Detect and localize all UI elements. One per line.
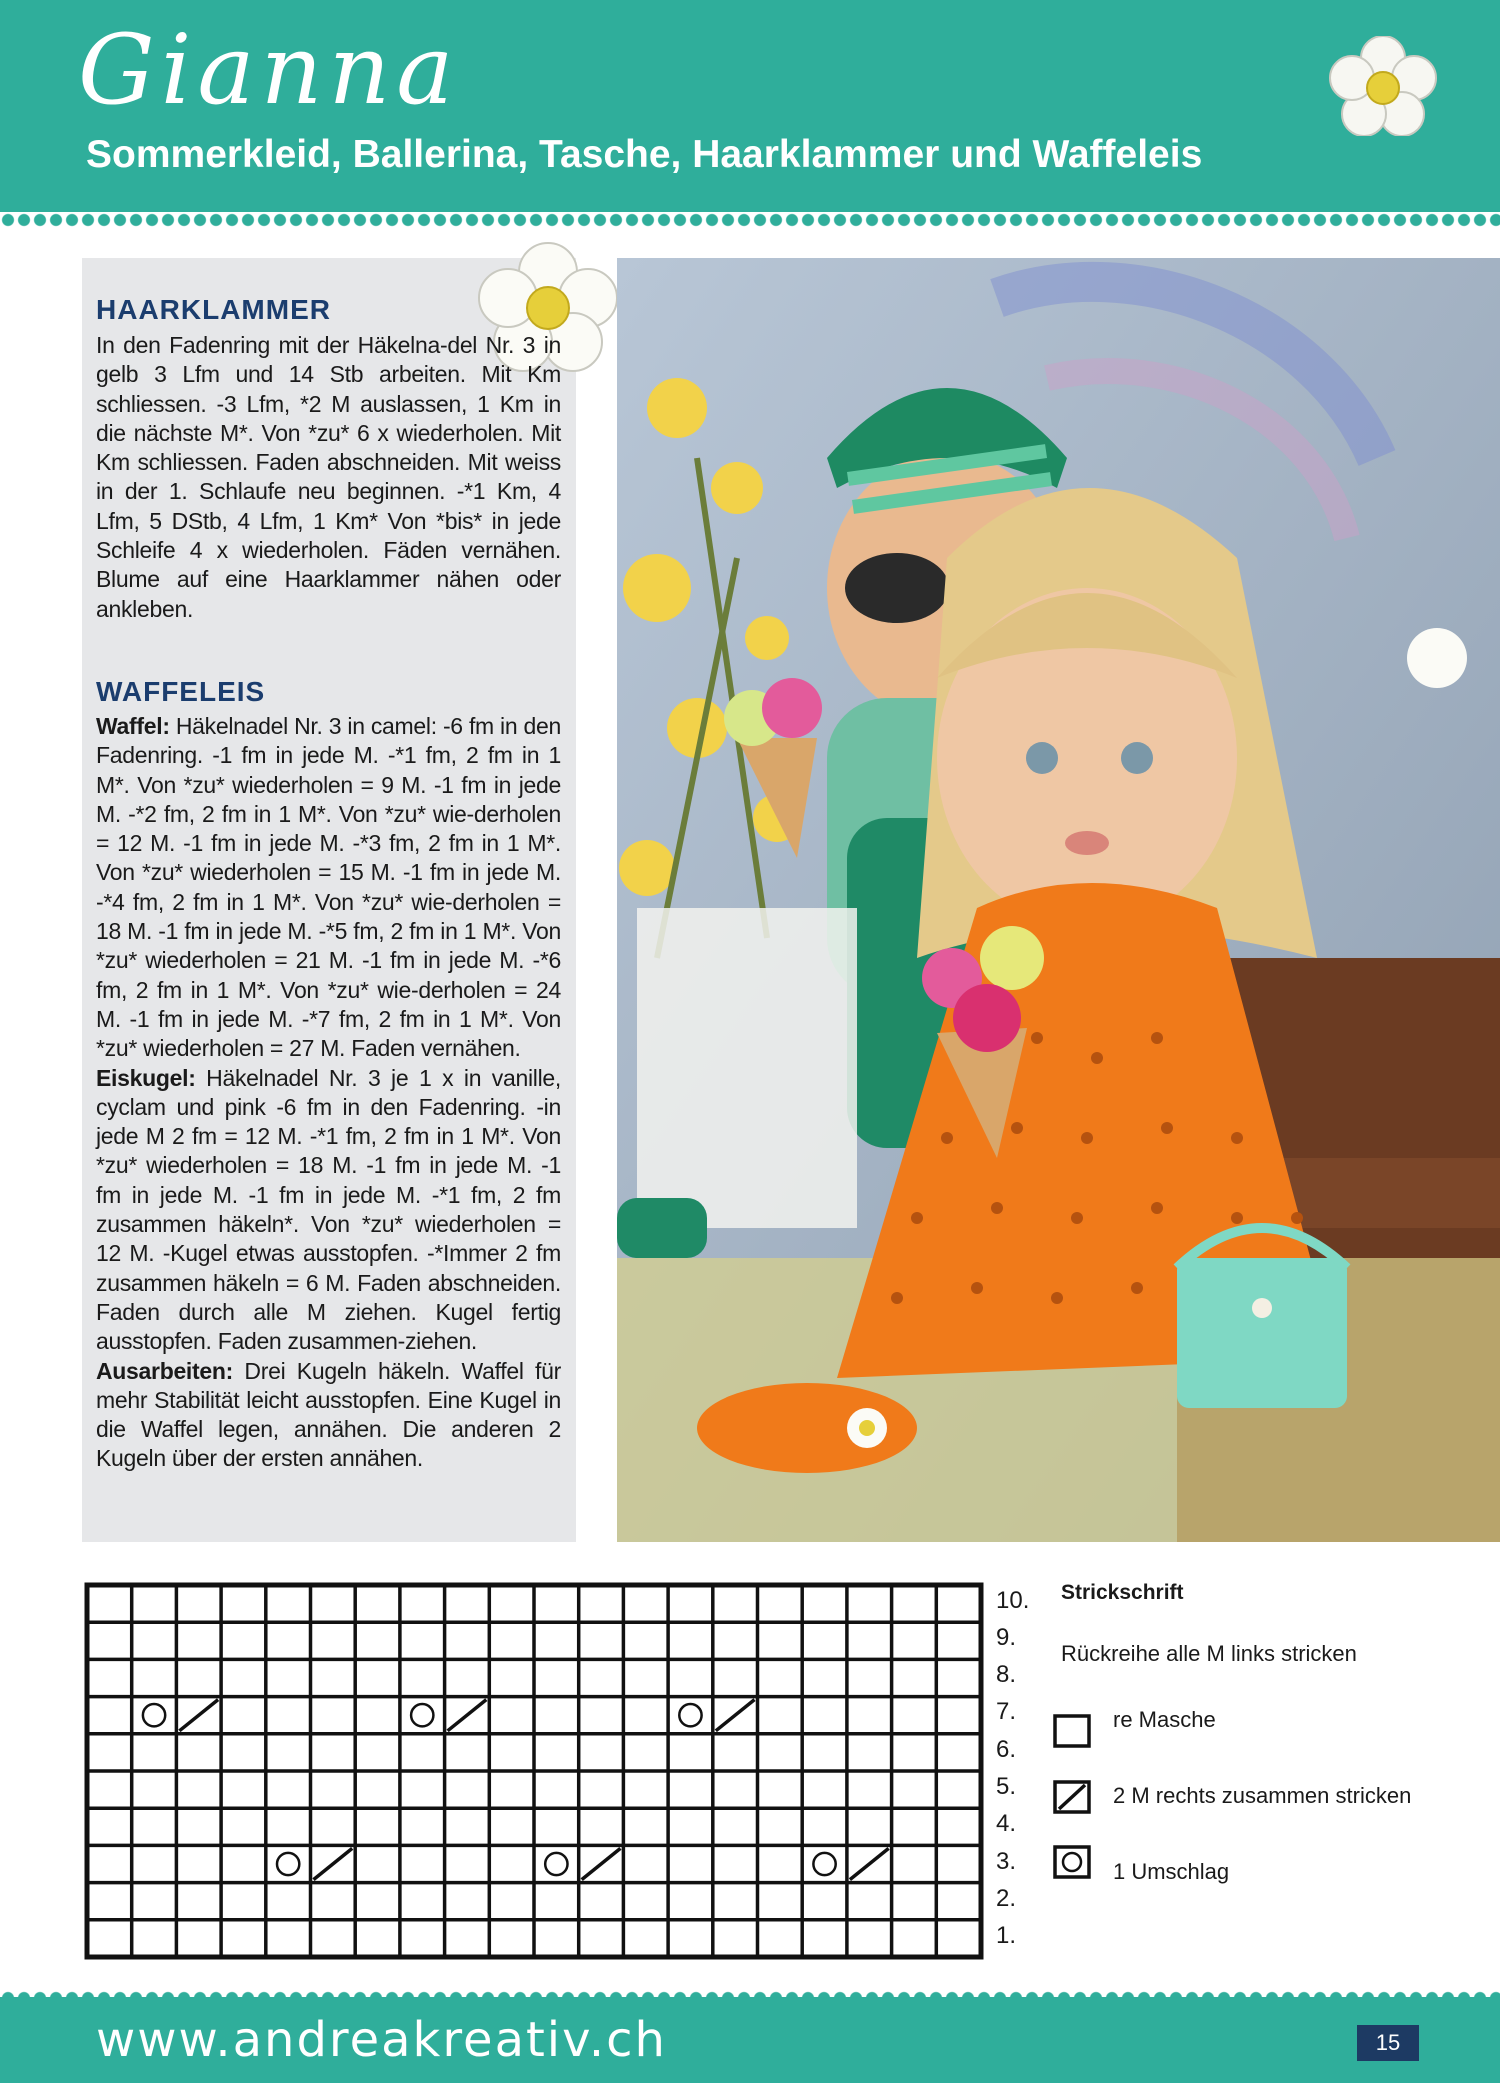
crochet-flower-icon (1328, 36, 1438, 136)
legend-item-label: 2 M rechts zusammen stricken (1113, 1783, 1412, 1808)
knit-stitch-symbol-icon (1053, 1714, 1091, 1748)
header-dotted-border (0, 212, 1500, 228)
row-number: 10. (996, 1587, 1030, 1614)
legend-item-label: 1 Umschlag (1113, 1859, 1230, 1884)
ausarbeiten-text: Drei Kugeln häkeln. Waffel für mehr Stabilität leicht ausstopfen. Eine Kugel in die Waffel legen, annähen. Die anderen 2 Kugeln über der ersten annähen. (96, 1357, 561, 1472)
haarklammer-text: In den Fadenring mit der Häkelna-del Nr. 3 in gelb 3 Lfm und 14 Stb arbeiten. Mit Km schliessen. -3 Lfm, *2 M auslassen, 1 Km in die nächste M*. Von *zu* 6 x wiederholen. Mit Km schliessen. Faden abschneiden. Mit weiss in der 1. Schlaufe neu beginnen. -*1 Km, 4 Lfm, 5 DStb, 4 Lfm, 1 Km* Von *bis* in jede Schleife 4 x wiederholen. Fäden vernähen. Blume auf eine Haarklammer nähen oder ankleben. (96, 332, 561, 622)
page-number: 15 (1357, 2025, 1419, 2061)
row-number: 8. (996, 1661, 1017, 1688)
row-number: 9. (996, 1624, 1017, 1651)
legend-note: Rückreihe alle M links stricken (1061, 1641, 1357, 1666)
page-subtitle: Sommerkleid, Ballerina, Tasche, Haarklammer und Waffeleis (86, 133, 1203, 176)
row-number: 7. (996, 1698, 1017, 1725)
row-number: 4. (996, 1810, 1017, 1837)
eiskugel-text: Häkelnadel Nr. 3 je 1 x in vanille, cyclam und pink -6 fm in den Fadenring. -in jede M 2 fm = 12 M. -*1 fm, 2 fm in 1 M*. Von *zu* wiederholen = 18 M. -1 fm in jede M. -1 fm in jede M. -1 fm in jede M. -*1 fm, 2 fm zusammen häkeln*. Von *zu* wiederholen = 12 M. -Kugel etwas ausstopfen. -*Immer 2 fm zusammen häkeln = 6 M. Faden abschneiden. Faden durch alle M ziehen. Kugel fertig ausstopfen. Faden zusammen-ziehen. (96, 1064, 561, 1355)
legend-item-label: re Masche (1113, 1707, 1216, 1732)
row-number: 1. (996, 1922, 1017, 1949)
row-number: 6. (996, 1736, 1017, 1763)
doll-photo (617, 258, 1500, 1542)
website-url: www.andreakreativ.ch (96, 2012, 667, 2068)
row-number: 2. (996, 1885, 1017, 1912)
waffeleis-text (96, 712, 561, 1474)
row-number: 5. (996, 1773, 1017, 1800)
k2tog-symbol-icon (1053, 1780, 1091, 1814)
row-number: 3. (996, 1848, 1017, 1875)
legend-title: Strickschrift (1061, 1581, 1184, 1604)
eiskugel-label: Eiskugel: (96, 1064, 196, 1091)
haarklammer-heading: HAARKLAMMER (96, 294, 331, 325)
waffel-text: Häkelnadel Nr. 3 in camel: -6 fm in den Fadenring. -1 fm in jede M. -*1 fm, 2 fm in 1 M*. Von *zu* wiederholen = 9 M. -1 fm in jede M. -*2 fm, 2 fm in 1 M*. Von *zu* wie-derholen = 12 M. -1 fm in jede M. -*3 fm, 2 fm in 1 M*. Von *zu* wiederholen = 15 M. -1 fm in jede M. -*4 fm, 2 fm in 1 M*. Von *zu* wie-derholen = 18 M. -1 fm in jede M. -*5 fm, 2 fm in 1 M*. Von *zu* wiederholen = 21 M. -1 fm in jede M. -*6 fm, 2 fm in 1 M*. Von *zu* wie-derholen = 24 M. -1 fm in jede M. -*7 fm, 2 fm in 1 M*. Von *zu* wiederholen = 27 M. Faden vernähen. (96, 713, 561, 1062)
page-title: Gianna (78, 14, 460, 126)
waffeleis-heading: WAFFELEIS (96, 676, 266, 707)
ausarbeiten-label: Ausarbeiten: (96, 1357, 233, 1384)
waffel-label: Waffel: (96, 713, 170, 739)
knitting-chart (84, 1582, 984, 1960)
yarn-over-symbol-icon (1053, 1845, 1091, 1879)
